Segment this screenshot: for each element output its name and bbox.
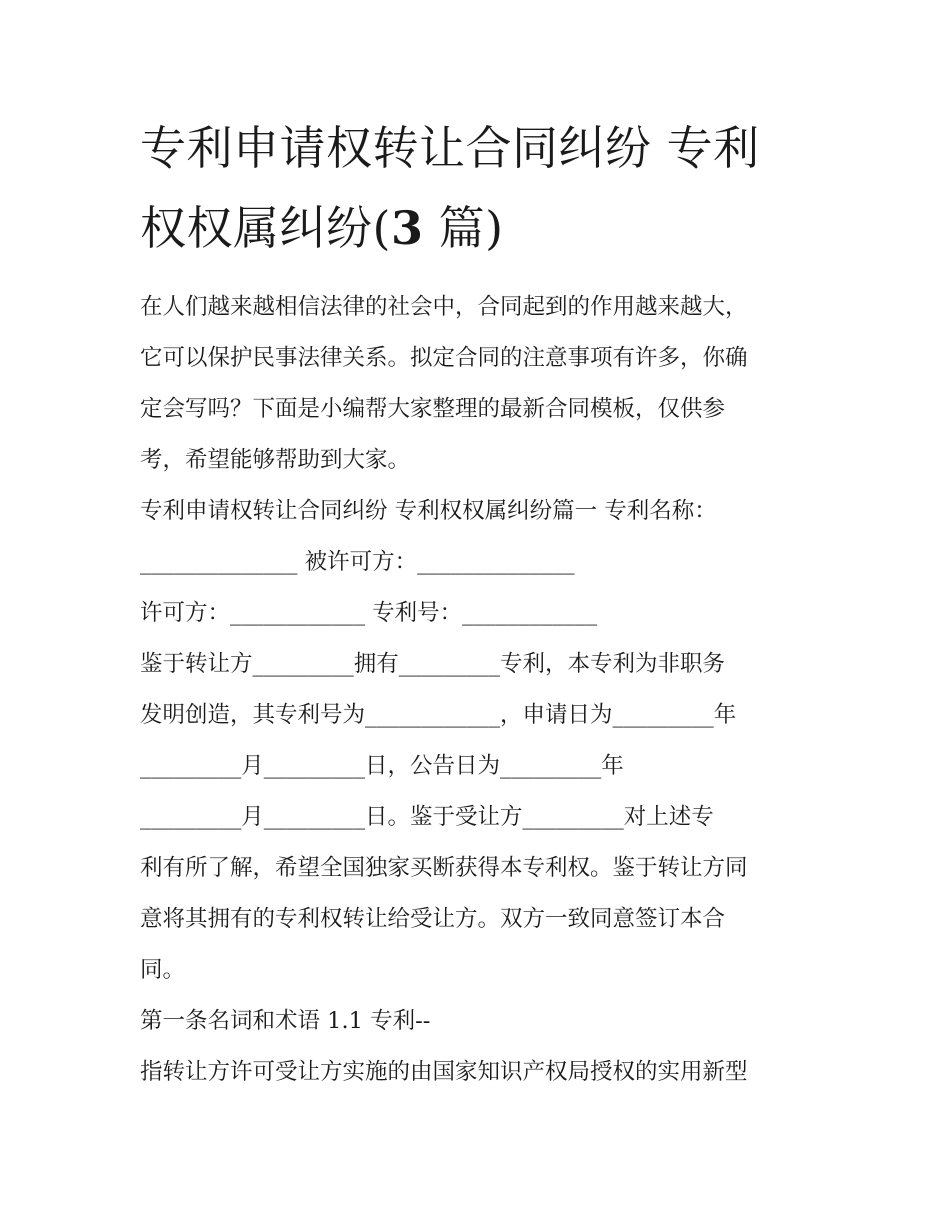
intro-line: 在人们越来越相信法律的社会中，合同起到的作用越来越大， (140, 294, 748, 320)
intro-line: 它可以保护民事法律关系。拟定合同的注意事项有许多，你确 (140, 345, 748, 371)
article-1-line: 第一条名词和术语 1.1 专利-- (140, 1008, 431, 1034)
licensor-paragraph (140, 588, 820, 639)
title-count: 3 (390, 201, 424, 255)
document-body (140, 282, 820, 1098)
recital-line: 发明创造，其专利号为____________，申请日为_________年 (140, 702, 737, 728)
title-line-1: 专利申请权转让合同纠纷 专利 (140, 121, 760, 175)
article-1-paragraph (140, 996, 820, 1047)
title-line-2-part-b: 篇) (423, 201, 504, 255)
document-title (140, 108, 820, 268)
recital-line: _________月_________日。鉴于受让方_________对上述专 (140, 804, 714, 830)
intro-paragraph (140, 282, 820, 486)
section-1-line: ______________ 被许可方：______________ (140, 549, 575, 575)
title-line-2 (140, 188, 820, 268)
intro-line: 考，希望能够帮助到大家。 (140, 447, 411, 473)
recital-line: 意将其拥有的专利权转让给受让方。双方一致同意签订本合 (140, 906, 726, 932)
recital-line: 鉴于转让方_________拥有_________专利，本专利为非职务 (140, 651, 726, 677)
recital-line: 利有所了解，希望全国独家买断获得本专利权。鉴于转让方同 (140, 855, 748, 881)
article-1-definition-paragraph (140, 1047, 820, 1098)
section-1-heading-paragraph (140, 486, 820, 588)
document-page (140, 108, 820, 1098)
recital-line: 同。 (140, 957, 186, 983)
recital-paragraph (140, 639, 820, 996)
article-1-definition-line: 指转让方许可受让方实施的由国家知识产权局授权的实用新型 (140, 1059, 748, 1085)
recital-line: _________月_________日，公告日为_________年 (140, 753, 624, 779)
intro-line: 定会写吗？下面是小编帮大家整理的最新合同模板，仅供参 (140, 396, 726, 422)
title-line-2-part-a: 权权属纠纷( (140, 201, 391, 255)
section-1-line: 专利申请权转让合同纠纷 专利权权属纠纷篇一 专利名称： (140, 498, 717, 524)
licensor-line: 许可方：____________ 专利号：____________ (140, 600, 598, 626)
